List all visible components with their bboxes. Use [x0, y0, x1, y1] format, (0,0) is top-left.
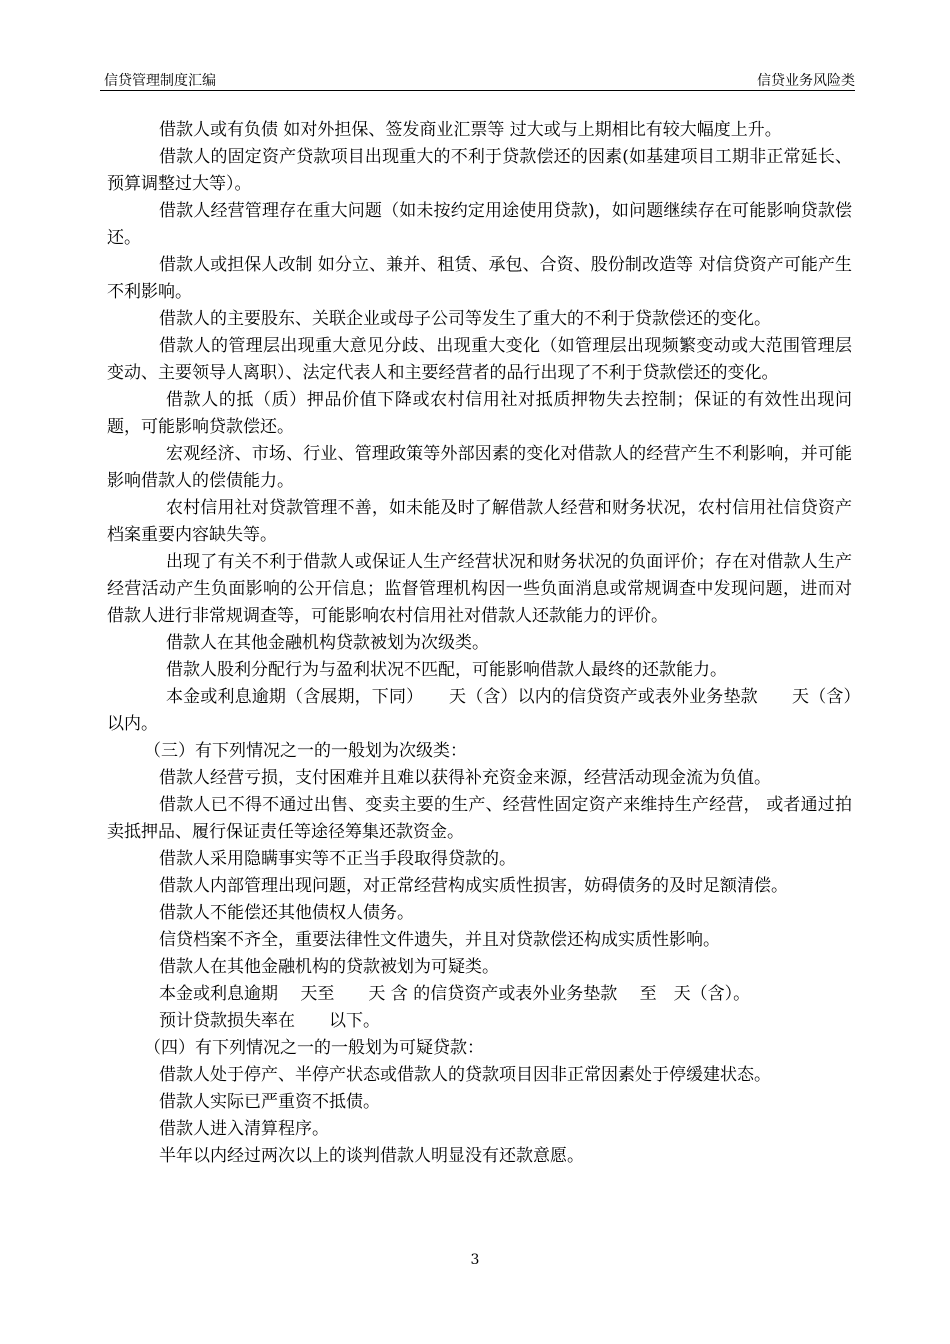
paragraph: 借款人的固定资产贷款项目出现重大的不利于贷款偿还的因素(如基建项目工期非正常延长、预算调整过大等）。: [107, 147, 852, 194]
paragraph: 借款人已不得不通过出售、变卖主要的生产、经营性固定资产来维持生产经营， 或者通过拍卖抵押品、履行保证责任等途径筹集还款资金。: [107, 795, 852, 842]
paragraph: 借款人经营管理存在重大问题（如未按约定用途使用贷款)，如问题继续存在可能影响贷款偿还。: [107, 201, 852, 248]
paragraph: 借款人或担保人改制 如分立、兼并、租赁、承包、合资、股份制改造等 对信贷资产可能产生不利影响。: [107, 255, 852, 302]
header-right-title: 信贷业务风险类: [757, 73, 855, 89]
paragraph: 借款人进入清算程序。: [159, 1119, 329, 1139]
paragraph: 宏观经济、市场、行业、管理政策等外部因素的变化对借款人的经营产生不利影响，并可能影响借款人的偿债能力。: [107, 444, 852, 491]
page-header: [100, 68, 855, 91]
paragraph: 借款人不能偿还其他债权人债务。: [159, 903, 414, 923]
paragraph: 借款人在其他金融机构的贷款被划为可疑类。: [159, 957, 499, 977]
paragraph: 预计贷款损失率在 以下。: [159, 1011, 380, 1031]
paragraph: 借款人处于停产、半停产状态或借款人的贷款项目因非正常因素处于停缓建状态。: [159, 1065, 771, 1085]
paragraph: 出现了有关不利于借款人或保证人生产经营状况和财务状况的负面评价；存在对借款人生产经营活动产生负面影响的公开信息；监督管理机构因一些负面消息或常规调查中发现问题，进而对借款人进行非常规调查等，可能影响农村信用社对借款人还款能力的评价。: [107, 552, 852, 626]
paragraph: 信贷档案不齐全，重要法律性文件遗失，并且对贷款偿还构成实质性影响。: [159, 930, 720, 950]
paragraph: 本金或利息逾期（含展期，下同） 天（含）以内的信贷资产或表外业务垫款 天（含）以内。: [107, 687, 852, 734]
header-left-title: 信贷管理制度汇编: [104, 73, 216, 89]
section-heading: （三）有下列情况之一的一般划为次级类：: [144, 741, 467, 761]
paragraph: 借款人的管理层出现重大意见分歧、出现重大变化（如管理层出现频繁变动或大范围管理层变动、主要领导人离职）、法定代表人和主要经营者的品行出现了不利于贷款偿还的变化。: [107, 336, 852, 383]
paragraph: 借款人的主要股东、关联企业或母子公司等发生了重大的不利于贷款偿还的变化。: [159, 309, 771, 329]
paragraph: 借款人或有负债 如对外担保、签发商业汇票等 过大或与上期相比有较大幅度上升。: [159, 120, 782, 140]
paragraph: 借款人内部管理出现问题，对正常经营构成实质性损害，妨碍债务的及时足额清偿。: [159, 876, 788, 896]
page-number: 3: [470, 1252, 480, 1268]
document-body: [107, 117, 852, 1170]
section-heading: （四）有下列情况之一的一般划为可疑贷款：: [144, 1038, 484, 1058]
paragraph: 借款人实际已严重资不抵债。: [159, 1092, 380, 1112]
paragraph: 半年以内经过两次以上的谈判借款人明显没有还款意愿。: [159, 1146, 584, 1166]
paragraph: 借款人采用隐瞒事实等不正当手段取得贷款的。: [159, 849, 516, 869]
paragraph: 借款人股利分配行为与盈利状况不匹配，可能影响借款人最终的还款能力。: [166, 660, 727, 680]
paragraph: 本金或利息逾期 天至 天 含 的信贷资产或表外业务垫款 至 天（含）。: [159, 984, 751, 1004]
paragraph: 农村信用社对贷款管理不善，如未能及时了解借款人经营和财务状况，农村信用社信贷资产档案重要内容缺失等。: [107, 498, 852, 545]
paragraph: 借款人经营亏损，支付困难并且难以获得补充资金来源，经营活动现金流为负值。: [159, 768, 771, 788]
paragraph: 借款人在其他金融机构贷款被划为次级类。: [166, 633, 489, 653]
paragraph: 借款人的抵（质）押品价值下降或农村信用社对抵质押物失去控制；保证的有效性出现问题，可能影响贷款偿还。: [107, 390, 852, 437]
